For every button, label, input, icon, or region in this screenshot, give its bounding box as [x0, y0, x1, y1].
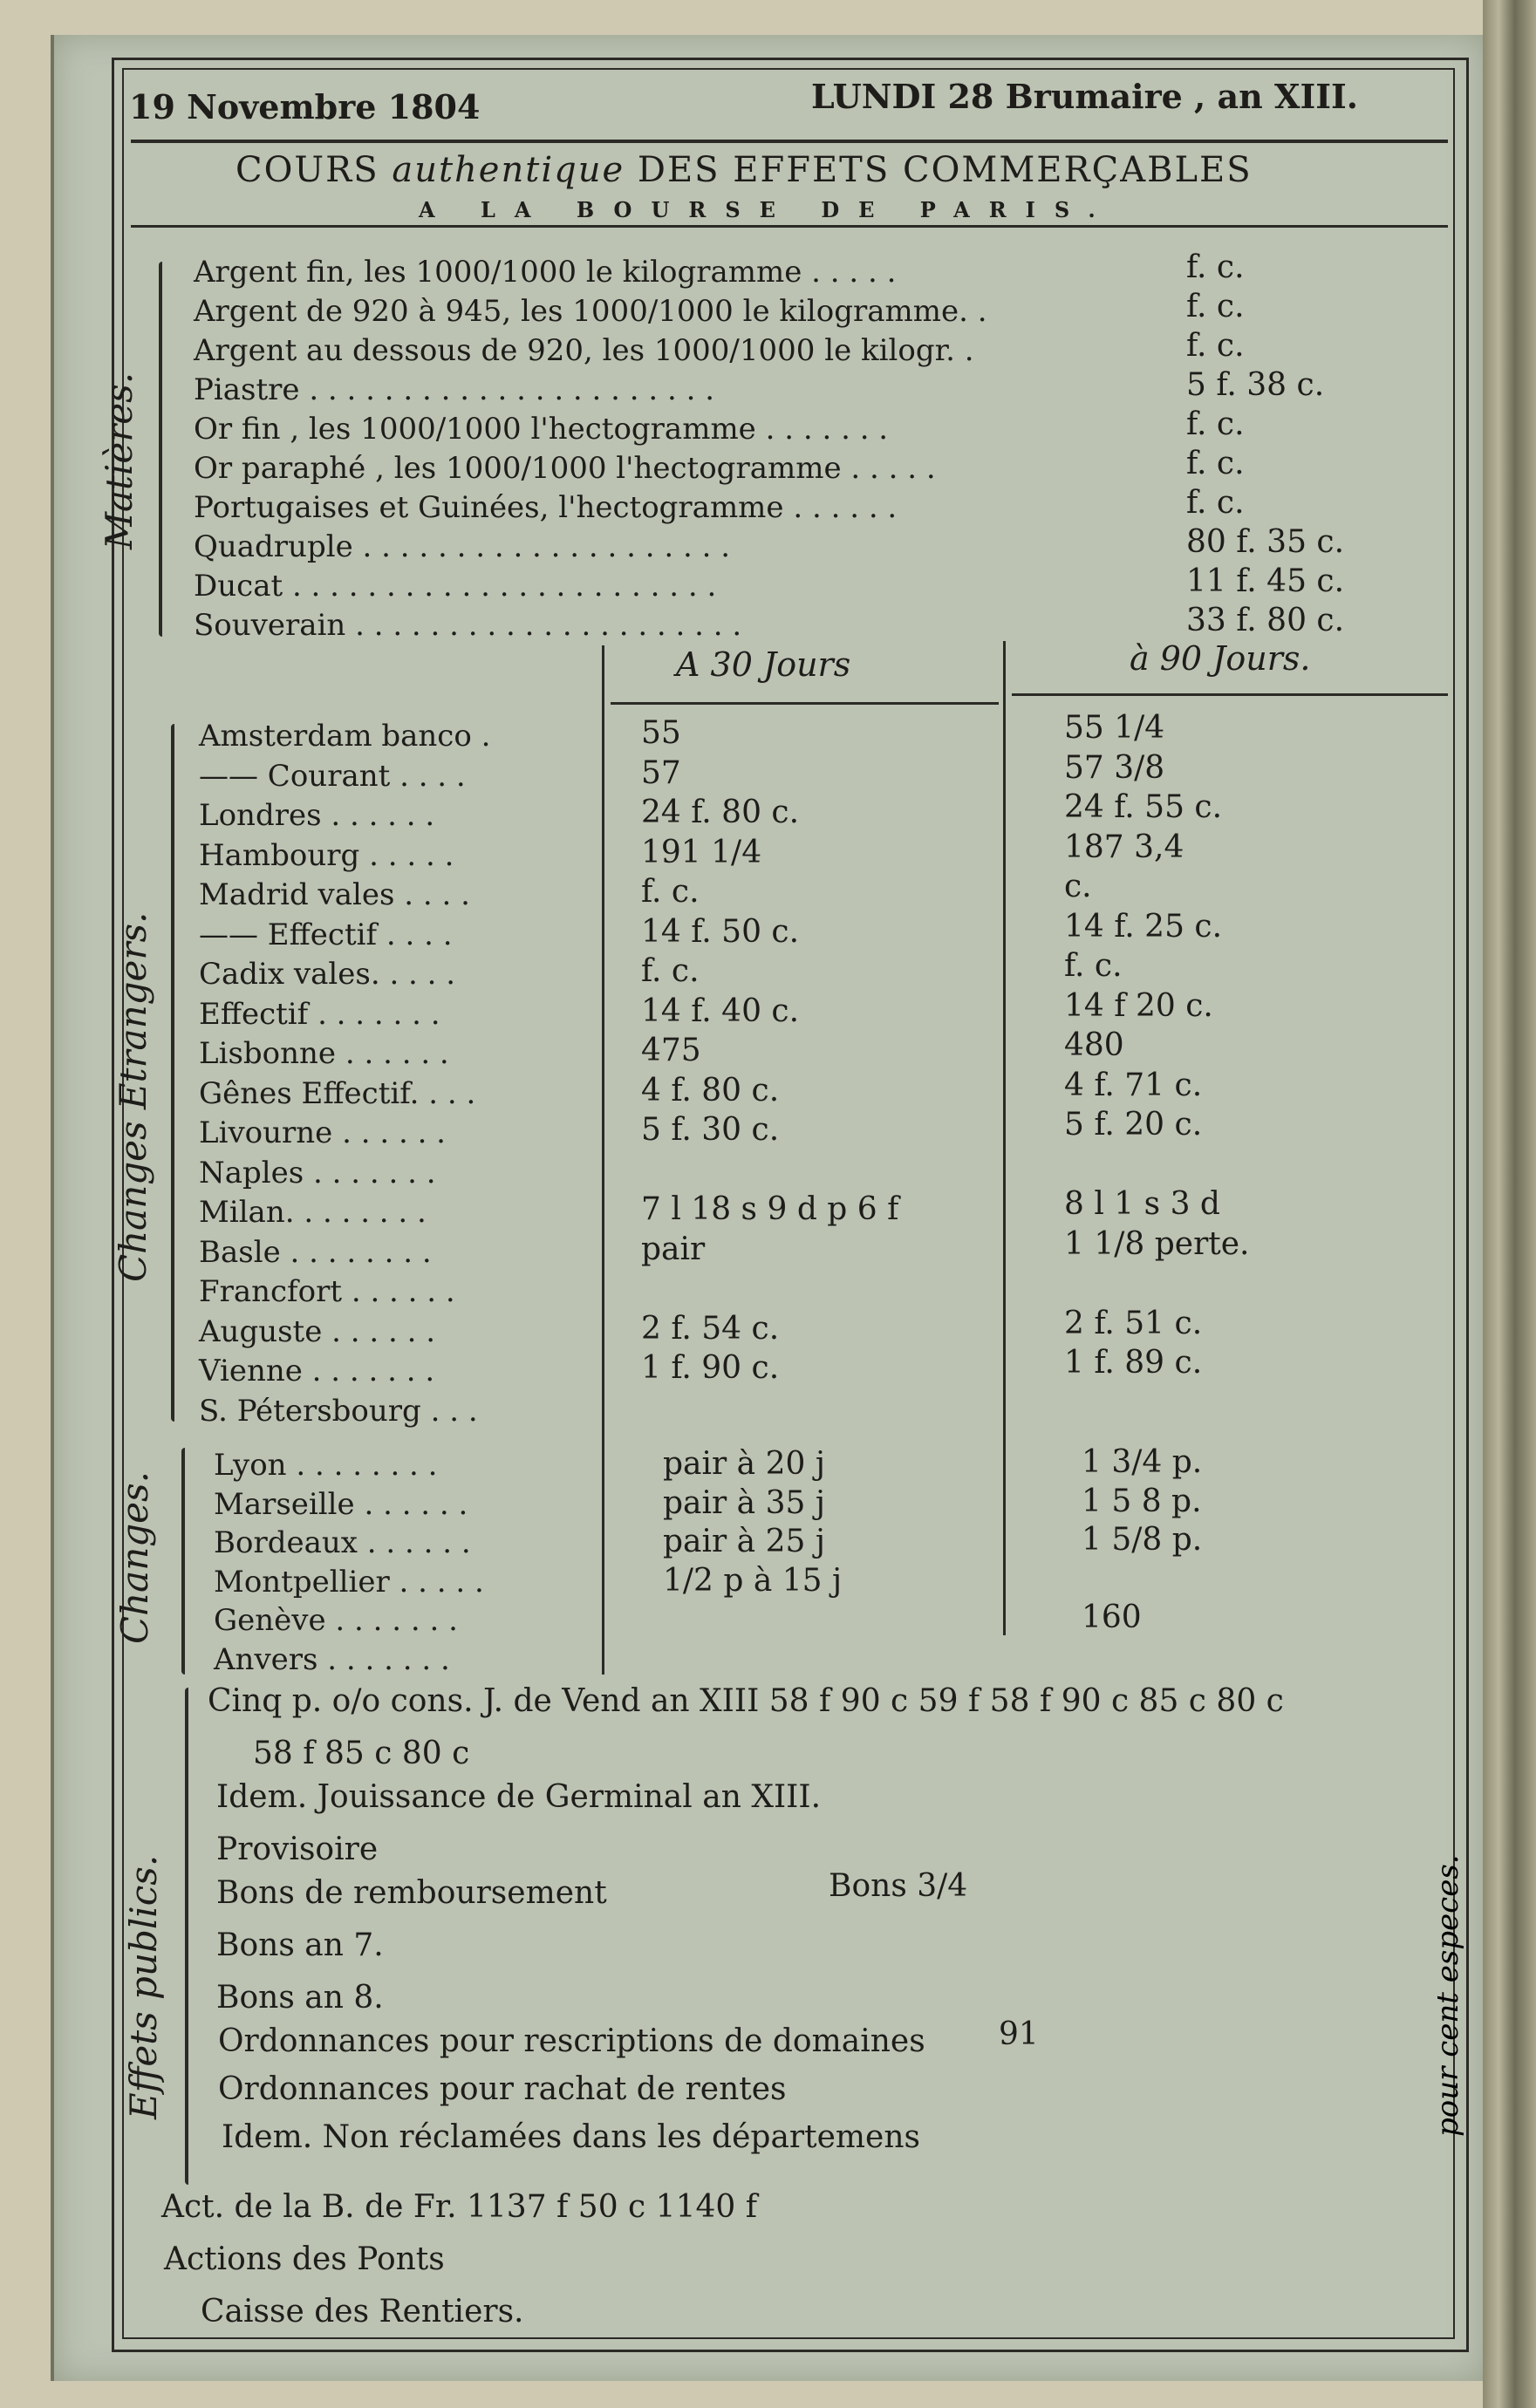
change-name: Montpellier . . . . .	[214, 1564, 484, 1600]
effet-public-row: Provisoire	[216, 1832, 379, 1867]
title-post: DES EFFETS COMMERÇABLES	[637, 150, 1253, 190]
change-etranger-30j: 57	[641, 754, 681, 791]
effet-public-row: Bons an 7.	[216, 1927, 384, 1963]
matieres-row-value: f. c.	[1186, 446, 1245, 481]
header-rule	[131, 140, 1448, 143]
pour-cent-especes-note: pour cent especes.	[1430, 1854, 1465, 2137]
change-name: Genève . . . . . . .	[214, 1603, 458, 1638]
effet-public-row: Cinq p. o/o cons. J. de Vend an XIII 58 f 90 c 59 f 58 f 90 c 85 c 80 c	[208, 1683, 1284, 1719]
change-30j: pair à 35 j	[663, 1484, 825, 1521]
change-etranger-name: —— Courant . . . .	[199, 758, 466, 794]
change-30j: pair à 25 j	[663, 1524, 825, 1559]
matieres-row-value: f. c.	[1186, 289, 1245, 324]
change-etranger-30j: 55	[641, 715, 681, 751]
effet-public-row: Ordonnances pour rachat de rentes	[218, 2071, 787, 2107]
effet-public-row: 58 f 85 c 80 c	[253, 1736, 470, 1771]
change-90j: 1 5/8 p.	[1082, 1522, 1203, 1558]
change-etranger-30j: 14 f. 50 c.	[641, 913, 800, 950]
effet-public-row: Bons an 8.	[216, 1980, 384, 2016]
matieres-row-name: Or fin , les 1000/1000 l'hectogramme . . . . . . .	[194, 412, 889, 447]
change-etranger-name: Naples . . . . . . .	[199, 1155, 436, 1190]
title-italic: authentique	[392, 150, 625, 190]
matieres-brace	[159, 262, 162, 637]
col-sep-right	[1003, 641, 1006, 1635]
matieres-row-name: Portugaises et Guinées, l'hectogramme . . . . . .	[194, 490, 898, 525]
matieres-row-value: 11 f. 45 c.	[1186, 563, 1345, 599]
matieres-row-name: Argent fin, les 1000/1000 le kilogramme . . . . .	[194, 255, 897, 290]
change-etranger-name: S. Pétersbourg . . .	[199, 1393, 478, 1429]
change-etranger-30j: 14 f. 40 c.	[641, 993, 800, 1029]
matieres-row-name: Argent au dessous de 920, les 1000/1000 le kilogr. .	[194, 333, 974, 368]
change-name: Bordeaux . . . . . .	[214, 1525, 471, 1560]
change-etranger-30j: 24 f. 80 c.	[641, 795, 800, 830]
change-etranger-90j: 4 f. 71 c.	[1064, 1067, 1203, 1103]
change-etranger-name: Madrid vales . . . .	[199, 877, 470, 912]
matieres-row-value: 33 f. 80 c.	[1186, 603, 1345, 638]
change-etranger-90j: 480	[1064, 1027, 1124, 1063]
changes-etrangers-brace	[171, 724, 174, 1422]
col90-rule	[1012, 693, 1448, 696]
changes-brace	[181, 1448, 185, 1675]
matieres-row-value: 5 f. 38 c.	[1186, 367, 1325, 403]
footer-line: Caisse des Rentiers.	[201, 2294, 524, 2330]
change-name: Marseille . . . . . .	[214, 1486, 468, 1522]
matieres-row-value: f. c.	[1186, 328, 1245, 364]
change-etranger-90j: 55 1/4	[1064, 710, 1165, 746]
matieres-row-name: Ducat . . . . . . . . . . . . . . . . . . . . . . .	[194, 569, 717, 604]
change-etranger-30j: 2 f. 54 c.	[641, 1310, 780, 1347]
change-etranger-90j: f. c.	[1064, 948, 1123, 984]
change-etranger-name: Auguste . . . . . .	[199, 1313, 436, 1349]
change-etranger-30j: 1 f. 90 c.	[641, 1350, 780, 1386]
page-title	[236, 150, 1253, 190]
book-edge	[1483, 0, 1536, 2408]
change-90j: 1 3/4 p.	[1082, 1444, 1203, 1480]
effets-publics-label: Effets publics.	[122, 1854, 165, 2119]
change-30j: 1/2 p à 15 j	[663, 1562, 843, 1599]
change-etranger-90j: 8 l 1 s 3 d	[1064, 1186, 1220, 1222]
change-etranger-name: Hambourg . . . . .	[199, 837, 454, 873]
change-etranger-30j: 475	[641, 1033, 701, 1068]
change-etranger-30j: pair	[641, 1231, 706, 1267]
effet-public-row: Idem. Non réclamées dans les départemens	[222, 2119, 920, 2155]
change-90j: 160	[1082, 1600, 1142, 1635]
change-etranger-30j: 4 f. 80 c.	[641, 1072, 780, 1108]
changes-etrangers-label: Changes Etrangers.	[112, 911, 154, 1282]
change-name: Lyon . . . . . . . .	[214, 1448, 438, 1483]
title-pre: COURS	[236, 150, 379, 190]
change-90j: 1 5 8 p.	[1082, 1483, 1202, 1519]
change-etranger-name: —— Effectif . . . .	[199, 917, 453, 952]
change-etranger-90j: 24 f. 55 c.	[1064, 789, 1223, 825]
change-etranger-name: Cadix vales. . . . .	[199, 957, 456, 992]
change-30j: pair à 20 j	[663, 1446, 825, 1482]
date-label: 19 Novembre 1804	[129, 87, 481, 126]
page-subtitle: A LA BOURSE DE PARIS.	[419, 197, 1115, 222]
change-etranger-name: Livourne . . . . . .	[199, 1115, 446, 1150]
matieres-row-name: Argent de 920 à 945, les 1000/1000 le kilogramme. .	[194, 294, 987, 329]
change-etranger-name: Francfort . . . . . .	[199, 1274, 455, 1309]
change-etranger-90j: 187 3,4	[1064, 829, 1184, 865]
col30-rule	[611, 702, 999, 705]
change-name: Anvers . . . . . . .	[214, 1641, 450, 1677]
col30-header: A 30 Jours	[676, 645, 851, 684]
effet-public-value: 91	[999, 2016, 1039, 2052]
matieres-row-name: Quadruple . . . . . . . . . . . . . . . . . . . .	[194, 529, 731, 564]
change-etranger-90j: 1 f. 89 c.	[1064, 1345, 1203, 1381]
changes-label: Changes.	[113, 1471, 156, 1644]
change-etranger-name: Londres . . . . . .	[199, 798, 435, 833]
change-etranger-90j: 2 f. 51 c.	[1064, 1305, 1203, 1341]
matieres-row-name: Souverain . . . . . . . . . . . . . . . . . . . . .	[194, 608, 742, 643]
change-etranger-30j: 191 1/4	[641, 834, 762, 870]
col90-header: à 90 Jours.	[1130, 639, 1311, 678]
change-etranger-30j: 7 l 18 s 9 d p 6 f	[641, 1191, 899, 1227]
change-etranger-name: Effectif . . . . . . .	[199, 996, 440, 1032]
matieres-row-name: Piastre . . . . . . . . . . . . . . . . . . . . . .	[194, 372, 715, 407]
footer-line: Actions des Ponts	[164, 2241, 445, 2277]
matieres-row-value: f. c.	[1186, 485, 1245, 521]
day-label: LUNDI 28 Brumaire , an XIII.	[811, 77, 1359, 116]
matieres-label: Matières.	[98, 372, 140, 549]
col-sep-left	[602, 645, 604, 1675]
effets-publics-brace	[185, 1688, 188, 2185]
matieres-row-value: f. c.	[1186, 249, 1245, 285]
change-etranger-90j: 5 f. 20 c.	[1064, 1107, 1203, 1143]
effet-public-row: Ordonnances pour rescriptions de domaines	[218, 2023, 925, 2059]
matieres-row-value: f. c.	[1186, 406, 1245, 442]
effet-public-row: Bons de remboursement	[216, 1875, 607, 1911]
matieres-row-value: 80 f. 35 c.	[1186, 524, 1345, 560]
change-etranger-90j: c.	[1064, 869, 1092, 904]
change-etranger-30j: f. c.	[641, 874, 700, 910]
change-etranger-30j: f. c.	[641, 953, 700, 989]
subtitle-rule	[131, 225, 1448, 228]
change-etranger-name: Amsterdam banco .	[199, 719, 491, 754]
effet-public-value: Bons 3/4	[829, 1868, 968, 1904]
footer-line: Act. de la B. de Fr. 1137 f 50 c 1140 f	[161, 2189, 758, 2225]
change-etranger-name: Milan. . . . . . . .	[199, 1195, 427, 1230]
effet-public-row: Idem. Jouissance de Germinal an XIII.	[216, 1779, 822, 1815]
change-etranger-name: Vienne . . . . . . .	[199, 1354, 435, 1388]
change-etranger-90j: 14 f. 25 c.	[1064, 908, 1223, 945]
change-etranger-90j: 14 f 20 c.	[1064, 987, 1213, 1024]
change-etranger-30j: 5 f. 30 c.	[641, 1112, 780, 1148]
change-etranger-name: Lisbonne . . . . . .	[199, 1036, 449, 1071]
change-etranger-90j: 57 3/8	[1064, 749, 1165, 786]
change-etranger-name: Gênes Effectif. . . .	[199, 1075, 476, 1111]
matieres-row-name: Or paraphé , les 1000/1000 l'hectogramme . . . . .	[194, 451, 936, 486]
change-etranger-name: Basle . . . . . . . .	[199, 1234, 432, 1270]
change-etranger-90j: 1 1/8 perte.	[1064, 1225, 1250, 1262]
